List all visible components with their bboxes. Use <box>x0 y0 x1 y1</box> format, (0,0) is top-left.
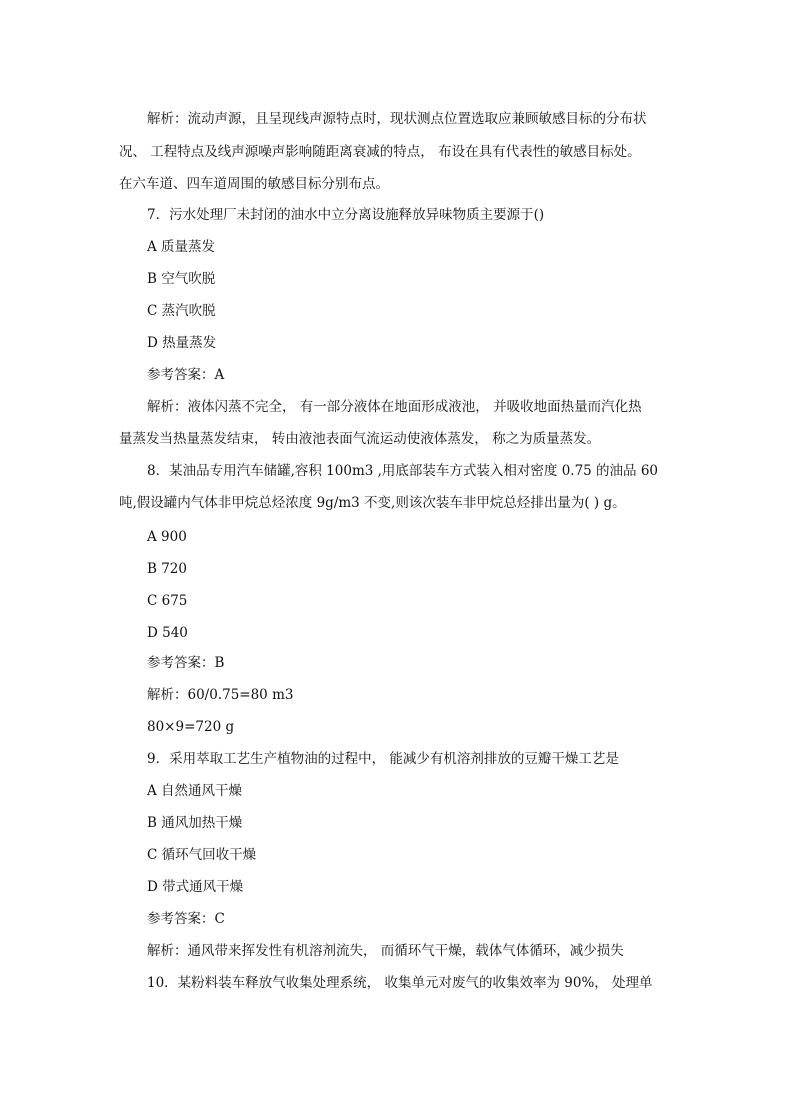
q9-stem: 9．采用萃取工艺生产植物油的过程中， 能减少有机溶剂排放的豆瓣干燥工艺是 <box>147 751 619 767</box>
q8-analysis-line-2: 80×9=720 g <box>147 719 235 735</box>
q7-option-d: D 热量蒸发 <box>147 335 217 351</box>
q8-option-d: D 540 <box>147 625 188 641</box>
q9-option-a: A 自然通风干燥 <box>147 783 243 799</box>
q6-analysis-line-2: 况、 工程特点及线声源噪声影响随距离衰减的特点， 布设在具有代表性的敏感目标处。 <box>119 144 641 160</box>
q8-option-c: C 675 <box>147 593 188 609</box>
q8-option-a: A 900 <box>147 529 187 545</box>
q9-option-d: D 带式通风干燥 <box>147 879 244 895</box>
q8-analysis-line-1: 解析：60/0.75=80 m3 <box>147 687 294 703</box>
q7-stem: 7．污水处理厂未封闭的油水中立分离设施释放异味物质主要源于() <box>147 207 545 223</box>
q7-option-c: C 蒸汽吹脱 <box>147 303 216 319</box>
q10-stem-partial: 10．某粉料装车释放气收集处理系统， 收集单元对废气的收集效率为 90%， 处理单 <box>147 975 653 991</box>
q9-answer: 参考答案：C <box>147 911 225 927</box>
q7-analysis-line-2: 量蒸发当热量蒸发结束， 转由液池表面气流运动使液体蒸发， 称之为质量蒸发。 <box>119 431 601 447</box>
q7-option-a: A 质量蒸发 <box>147 239 216 255</box>
q7-analysis-line-1: 解析：液体闪蒸不完全， 有一部分液体在地面形成液池， 并吸收地面热量而汽化热 <box>147 399 642 415</box>
q9-option-c: C 循环气回收干燥 <box>147 847 257 863</box>
q6-analysis-line-1: 解析：流动声源，且呈现线声源特点时，现状测点位置选取应兼顾敏感目标的分布状 <box>147 111 647 127</box>
q8-answer: 参考答案：B <box>147 655 225 671</box>
q8-stem-line-1: 8．某油品专用汽车储罐,容积 100m3 ,用底部装车方式装入相对密度 0.75 的油品 60 <box>147 463 659 479</box>
q8-stem-line-2: 吨,假设罐内气体非甲烷总烃浓度 9g/m3 不变,则该次装车非甲烷总烃排出量为( ) g。 <box>119 495 626 511</box>
q6-analysis-line-3: 在六车道、四车道周围的敏感目标分别布点。 <box>119 176 389 192</box>
q7-option-b: B 空气吹脱 <box>147 271 216 287</box>
q9-analysis: 解析：通风带来挥发性有机溶剂流失， 而循环气干燥，载体气体循环，减少损失 <box>147 943 624 959</box>
q7-answer: 参考答案：A <box>147 367 225 383</box>
q9-option-b: B 通风加热干燥 <box>147 815 243 831</box>
q8-option-b: B 720 <box>147 561 187 577</box>
